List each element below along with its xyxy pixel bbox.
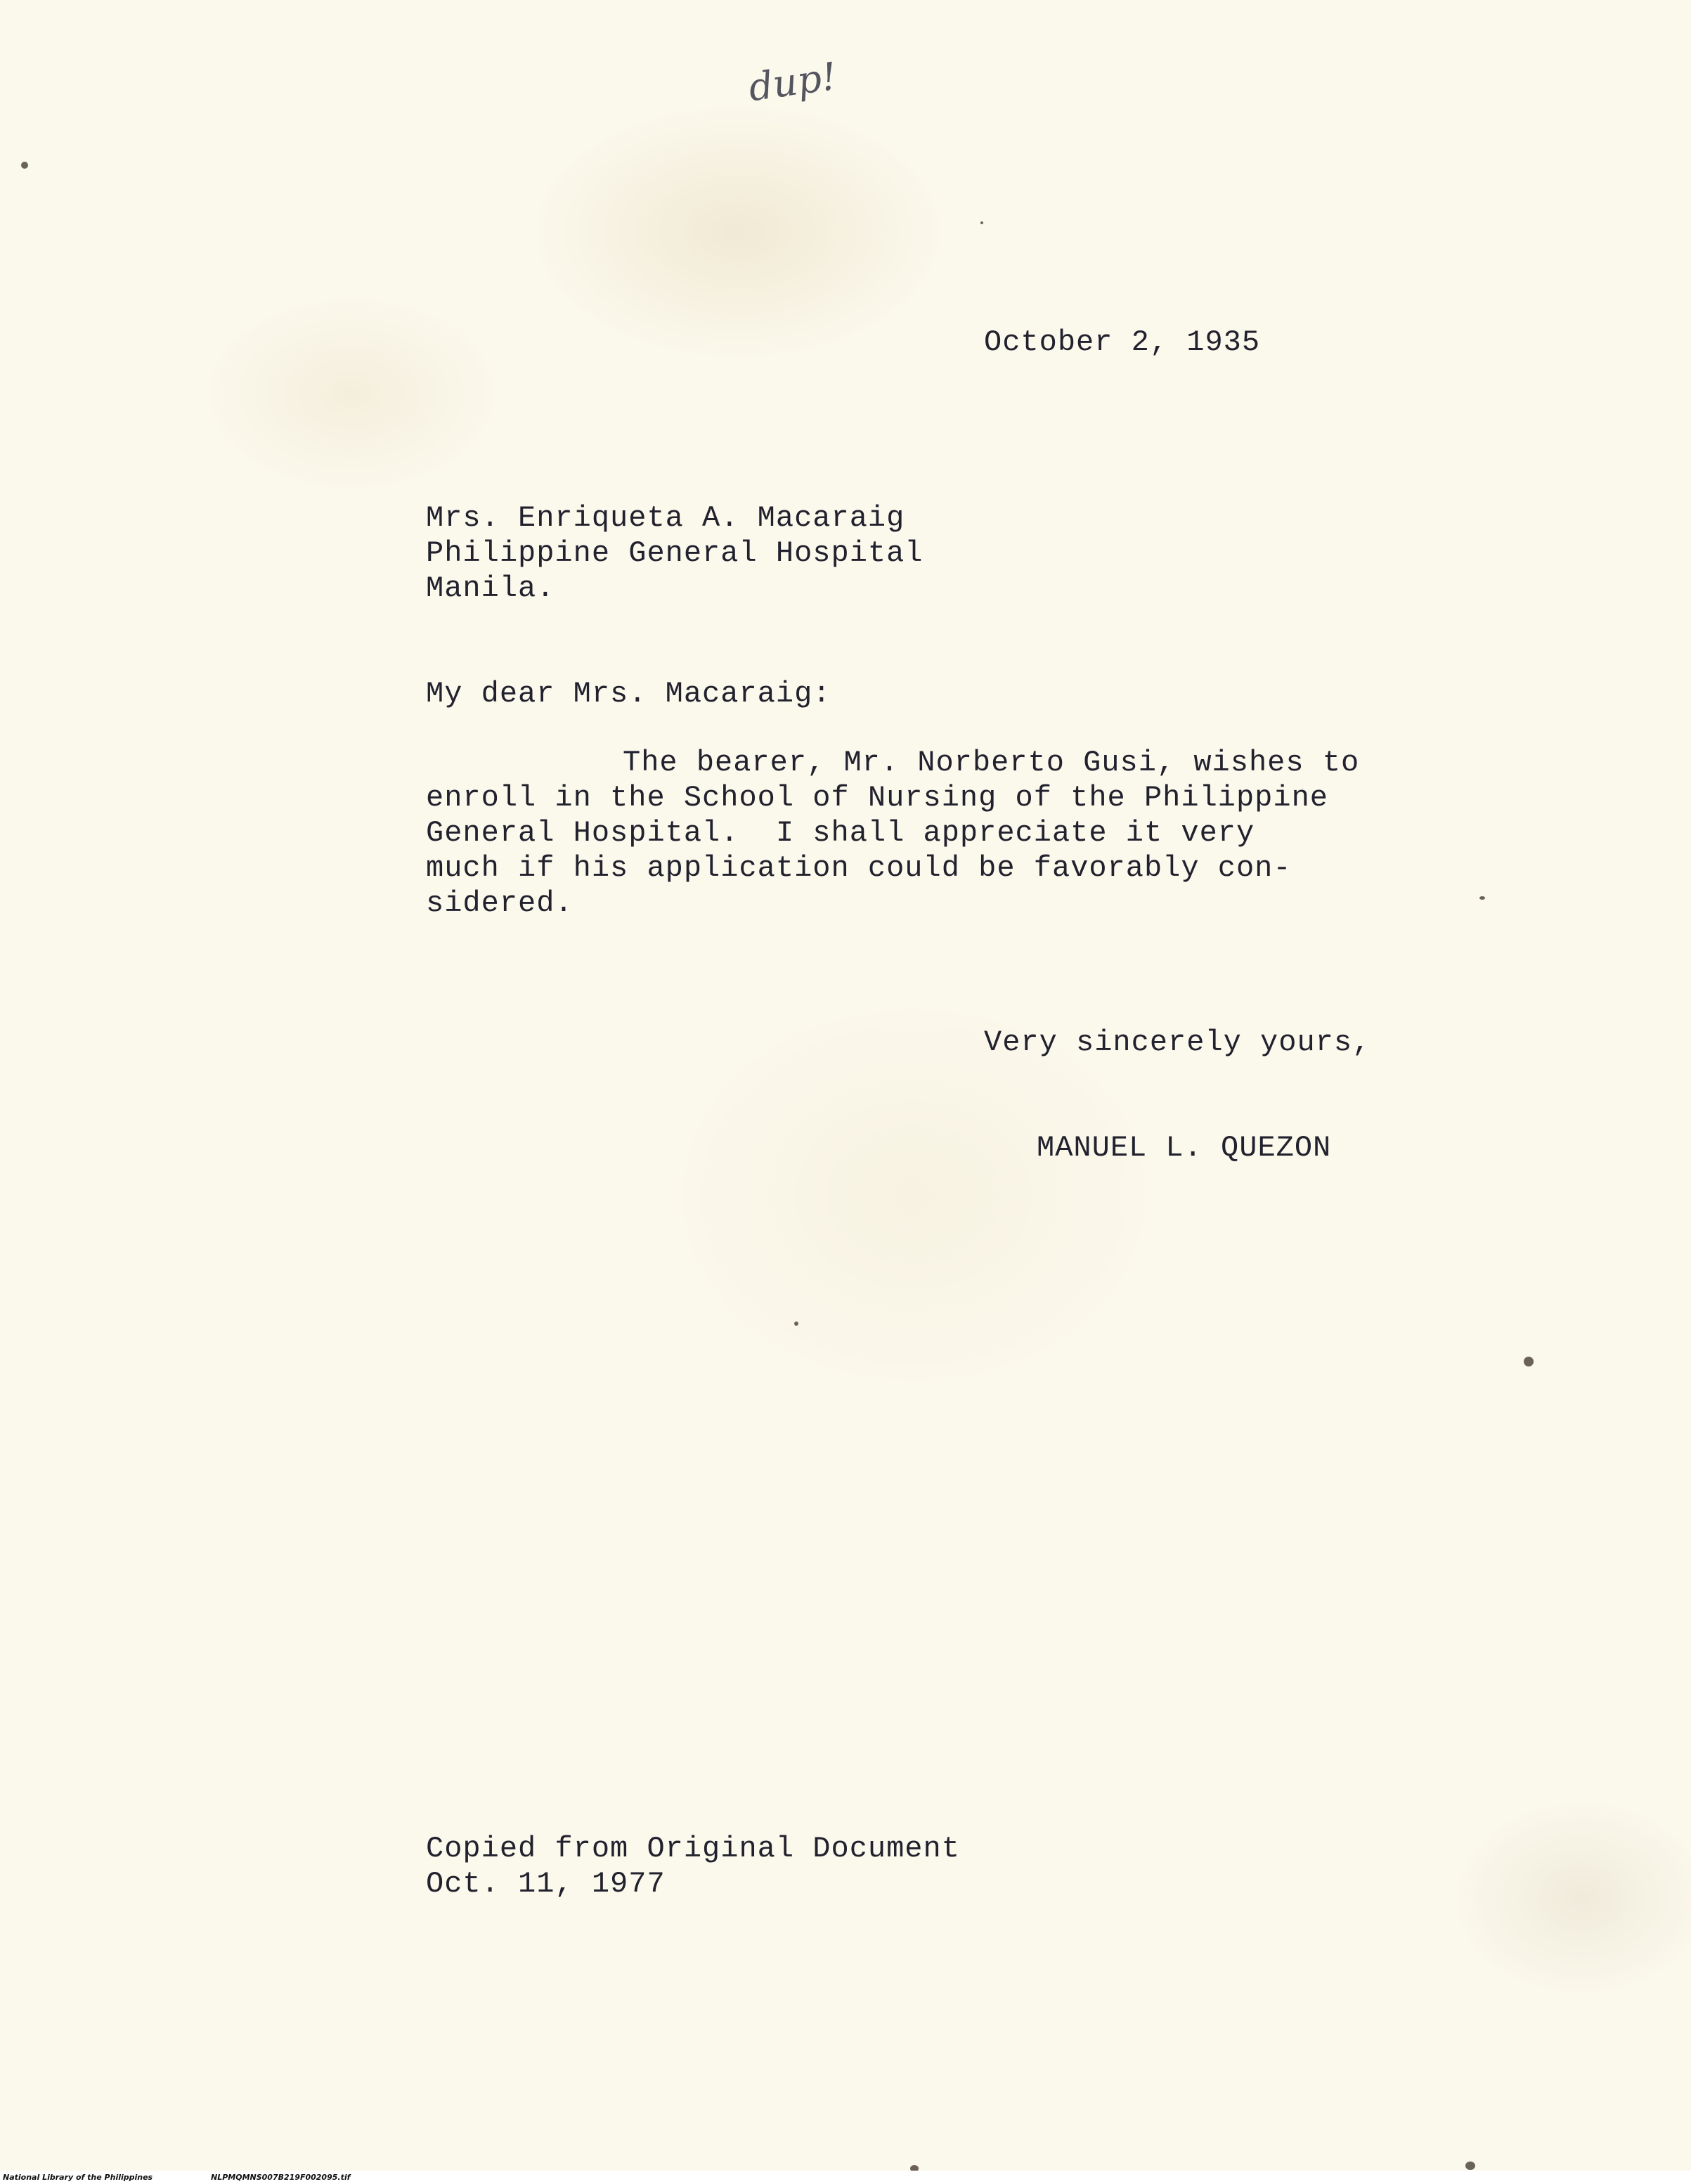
body-line-3: General Hospital. I shall appreciate it very [426,816,1255,850]
footer-library-label: National Library of the Philippines [3,2173,153,2182]
closing: Very sincerely yours, [984,1026,1371,1059]
recipient-organization: Philippine General Hospital [426,536,924,570]
paper-speck [21,162,28,169]
copy-note-line-1: Copied from Original Document [426,1832,960,1866]
paper-speck [1479,896,1485,900]
letter-date: October 2, 1935 [984,325,1261,359]
paper-speck [1524,1357,1534,1366]
paper-speck [980,221,983,224]
handwritten-note: dup! [746,53,840,110]
body-line-4: much if his application could be favorably con- [426,851,1292,885]
recipient-name: Mrs. Enriqueta A. Macaraig [426,501,905,535]
footer-file-id: NLPMQMNS007B219F002095.tif [211,2173,351,2182]
paper-speck [1465,2162,1475,2170]
salutation: My dear Mrs. Macaraig: [426,677,831,711]
paper-speck [794,1322,798,1326]
body-line-5: sidered. [426,886,574,920]
copy-note-line-2: Oct. 11, 1977 [426,1867,666,1901]
recipient-city: Manila. [426,571,555,605]
body-line-2: enroll in the School of Nursing of the Philippine [426,781,1329,815]
body-line-1: The bearer, Mr. Norberto Gusi, wishes to [623,746,1360,780]
signature-name: MANUEL L. QUEZON [1037,1131,1332,1165]
